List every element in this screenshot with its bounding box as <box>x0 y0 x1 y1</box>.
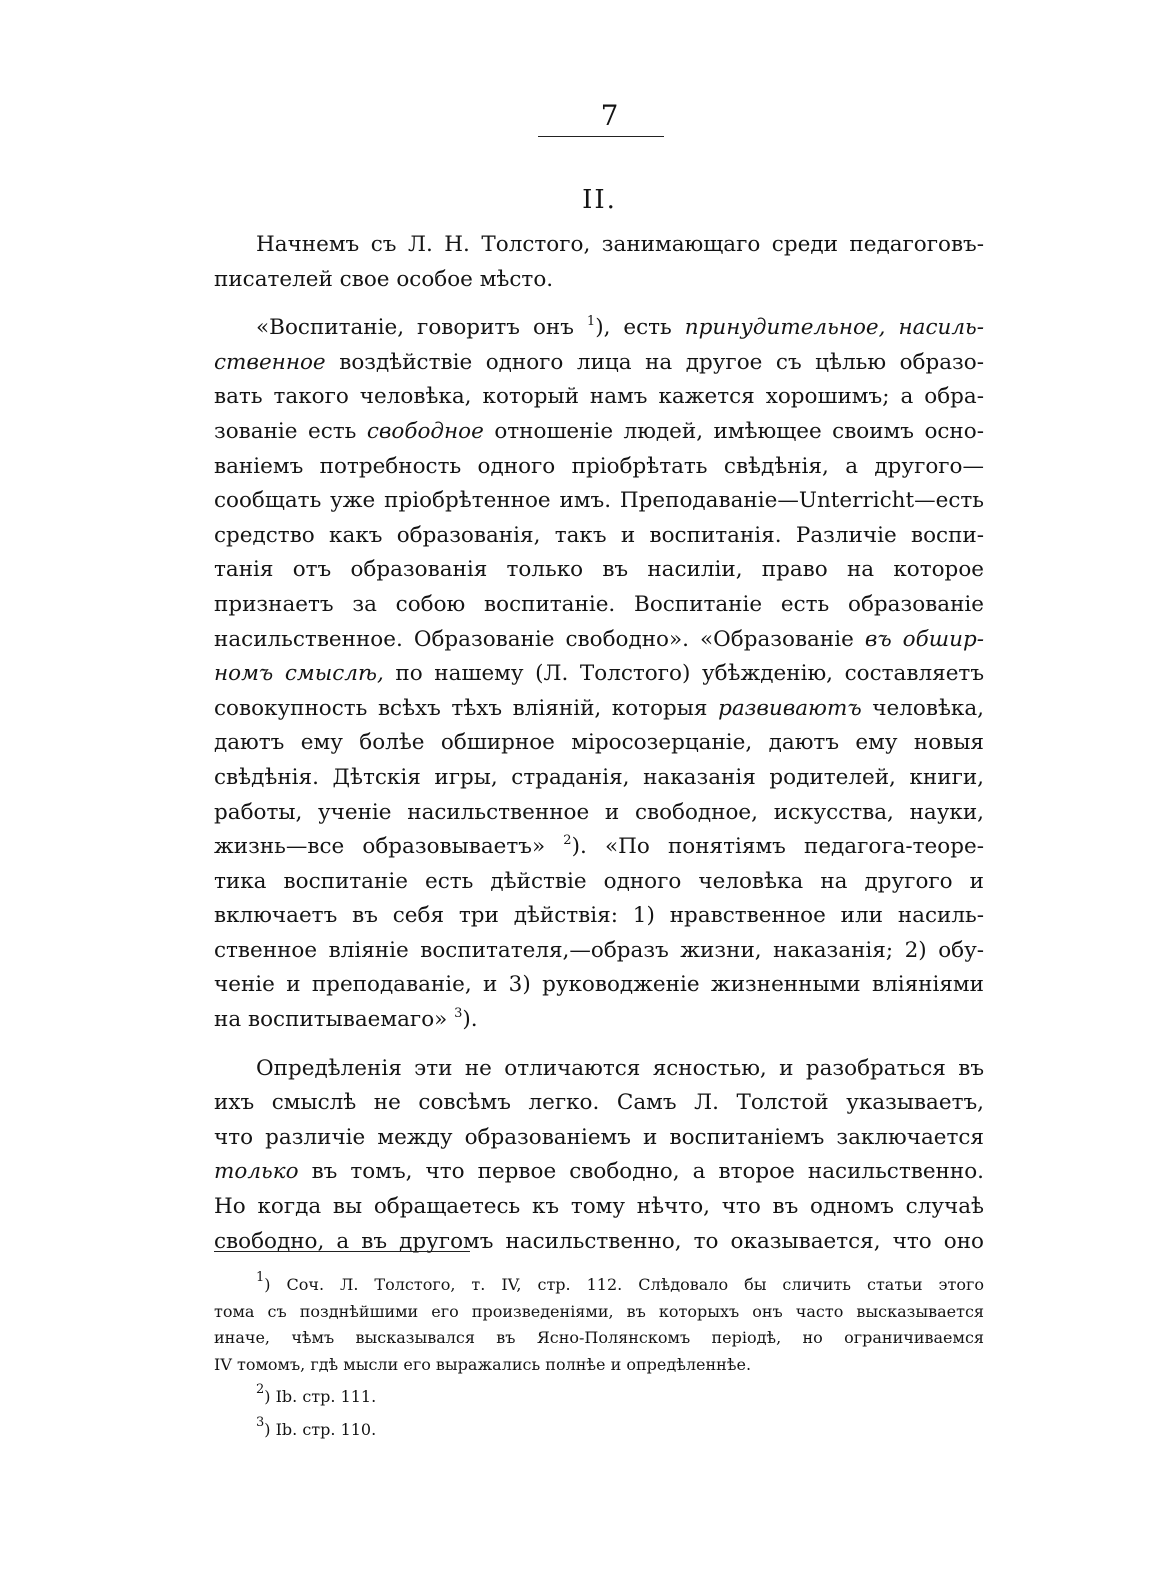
text-line <box>214 623 984 658</box>
footnote-ref: 3 <box>454 1006 463 1022</box>
italic-run: въ обшир- <box>864 626 984 652</box>
text-line: ваніемъ потребность одного пріобрѣтать свѣдѣнія, а другого— <box>214 453 984 479</box>
text-run: жизнь—все образовываетъ» <box>214 834 546 860</box>
text-line: признаетъ за собою воспитаніе. Воспитаніе есть образованіе <box>214 591 984 617</box>
text-run: человѣка, <box>872 695 984 721</box>
text-line <box>214 657 984 692</box>
text-line: вать такого человѣка, который намъ кажется хорошимъ; а обра- <box>214 384 984 410</box>
text-line: ихъ смыслѣ не совсѣмъ легко. Самъ Л. Толстой указываетъ, <box>214 1090 984 1116</box>
text-run: воздѣйствіе одного лица на другое съ цѣлью образо- <box>339 349 984 375</box>
text-run: совокупность всѣхъ тѣхъ вліяній, которыя <box>214 695 708 721</box>
text-line <box>214 311 984 346</box>
section-heading: II. <box>582 185 617 215</box>
text-line: даютъ ему болѣе обширное міросозерцаніе, даютъ ему новыя <box>214 730 984 756</box>
text-run: по нашему (Л. Толстого) убѣжденію, составляетъ <box>395 661 984 687</box>
text-line: Опредѣленія эти не отличаются ясностью, и разобраться въ <box>256 1055 984 1081</box>
footnote-marker: 2 <box>256 1382 265 1397</box>
footnote-line: тома съ позднѣйшими его произведеніями, въ которыхъ онъ часто высказывается <box>214 1301 984 1321</box>
text-run: ). «По понятіямъ педагога-теоре- <box>571 834 984 860</box>
text-run: ) Соч. Л. Толстого, т. IV, стр. 112. Слѣдовало бы сличить статьи этого <box>264 1275 984 1294</box>
italic-run: только <box>214 1159 299 1185</box>
text-run: ) Ib. стр. 111. <box>264 1387 377 1406</box>
text-line <box>214 1003 984 1038</box>
text-run: ). <box>462 1007 478 1033</box>
text-line: работы, ученіе насильственное и свободное, искусства, науки, <box>214 799 984 825</box>
text-run: на воспитываемаго» <box>214 1007 448 1033</box>
text-line: ченіе и преподаваніе, и 3) руководженіе жизненными вліяніями <box>214 972 984 998</box>
footnote-line: иначе, чѣмъ высказывался въ Ясно-Полянскомъ періодѣ, но ограничиваемся <box>214 1328 984 1347</box>
footnote-line: IV томомъ, гдѣ мысли его выражались полнѣе и опредѣленнѣе. <box>214 1354 752 1374</box>
italic-run: развиваютъ <box>718 695 862 721</box>
italic-run: номъ смыслѣ, <box>214 661 384 687</box>
footnote-line <box>214 1384 984 1411</box>
text-line: средство какъ образованія, такъ и воспитанія. Различіе воспи- <box>214 522 984 548</box>
footnote-line <box>214 1414 984 1444</box>
footnotes <box>214 1272 984 1443</box>
text-run: въ томъ, что первое свободно, а второе насильственно. <box>311 1159 984 1185</box>
text-line: свободно, а въ другомъ насильственно, то оказывается, что оно <box>214 1228 984 1254</box>
page-number-rule <box>538 136 664 137</box>
footnote-marker: 1 <box>256 1270 265 1285</box>
text-line <box>214 830 984 865</box>
text-run: «Воспитаніе, говоритъ онъ <box>256 315 574 341</box>
text-line: тика воспитаніе есть дѣйствіе одного человѣка на другого и <box>214 868 984 894</box>
text-line <box>214 1155 984 1190</box>
text-line: включаетъ въ себя три дѣйствія: 1) нравственное или насиль- <box>214 903 984 929</box>
text-line: танія отъ образованія только въ насиліи, право на которое <box>214 557 984 583</box>
text-line: что различіе между образованіемъ и воспитаніемъ заключается <box>214 1124 984 1150</box>
footnote-line <box>214 1272 984 1299</box>
text-run: ) Ib. стр. 110. <box>264 1419 377 1439</box>
footnote-marker: 3 <box>256 1414 265 1430</box>
text-line: сообщать уже пріобрѣтенное имъ. Преподаваніе—Unterricht—есть <box>214 488 984 514</box>
text-line: Начнемъ съ Л. Н. Толстого, занимающаго среди педагоговъ- <box>256 232 984 257</box>
text-line: писателей свое особое мѣсто. <box>214 266 554 292</box>
footnote-rule <box>214 1251 470 1252</box>
italic-run: принудительное, насиль- <box>684 315 984 341</box>
body-text <box>214 228 984 1259</box>
text-line <box>214 692 984 727</box>
text-line: ственное вліяніе воспитателя,—образъ жизни, наказанія; 2) обу- <box>214 937 984 963</box>
text-run: зованіе есть <box>214 418 357 444</box>
text-line <box>214 346 984 381</box>
italic-run: ственное <box>214 349 326 375</box>
footnote-ref: 2 <box>563 833 572 849</box>
text-line: свѣдѣнія. Дѣтскія игры, страданія, наказанія родителей, книги, <box>214 764 984 790</box>
text-line: Но когда вы обращаетесь къ тому нѣчто, что въ одномъ случаѣ <box>214 1194 984 1220</box>
page-number: 7 <box>600 99 619 132</box>
footnote-ref: 1 <box>586 314 596 330</box>
italic-run: свободное <box>366 418 484 444</box>
text-run: отношеніе людей, имѣющее своимъ осно- <box>494 418 984 444</box>
text-line <box>214 415 984 450</box>
text-run: ), есть <box>595 315 672 341</box>
text-run: насильственное. Образованіе свободно». «Образованіе <box>214 626 854 652</box>
